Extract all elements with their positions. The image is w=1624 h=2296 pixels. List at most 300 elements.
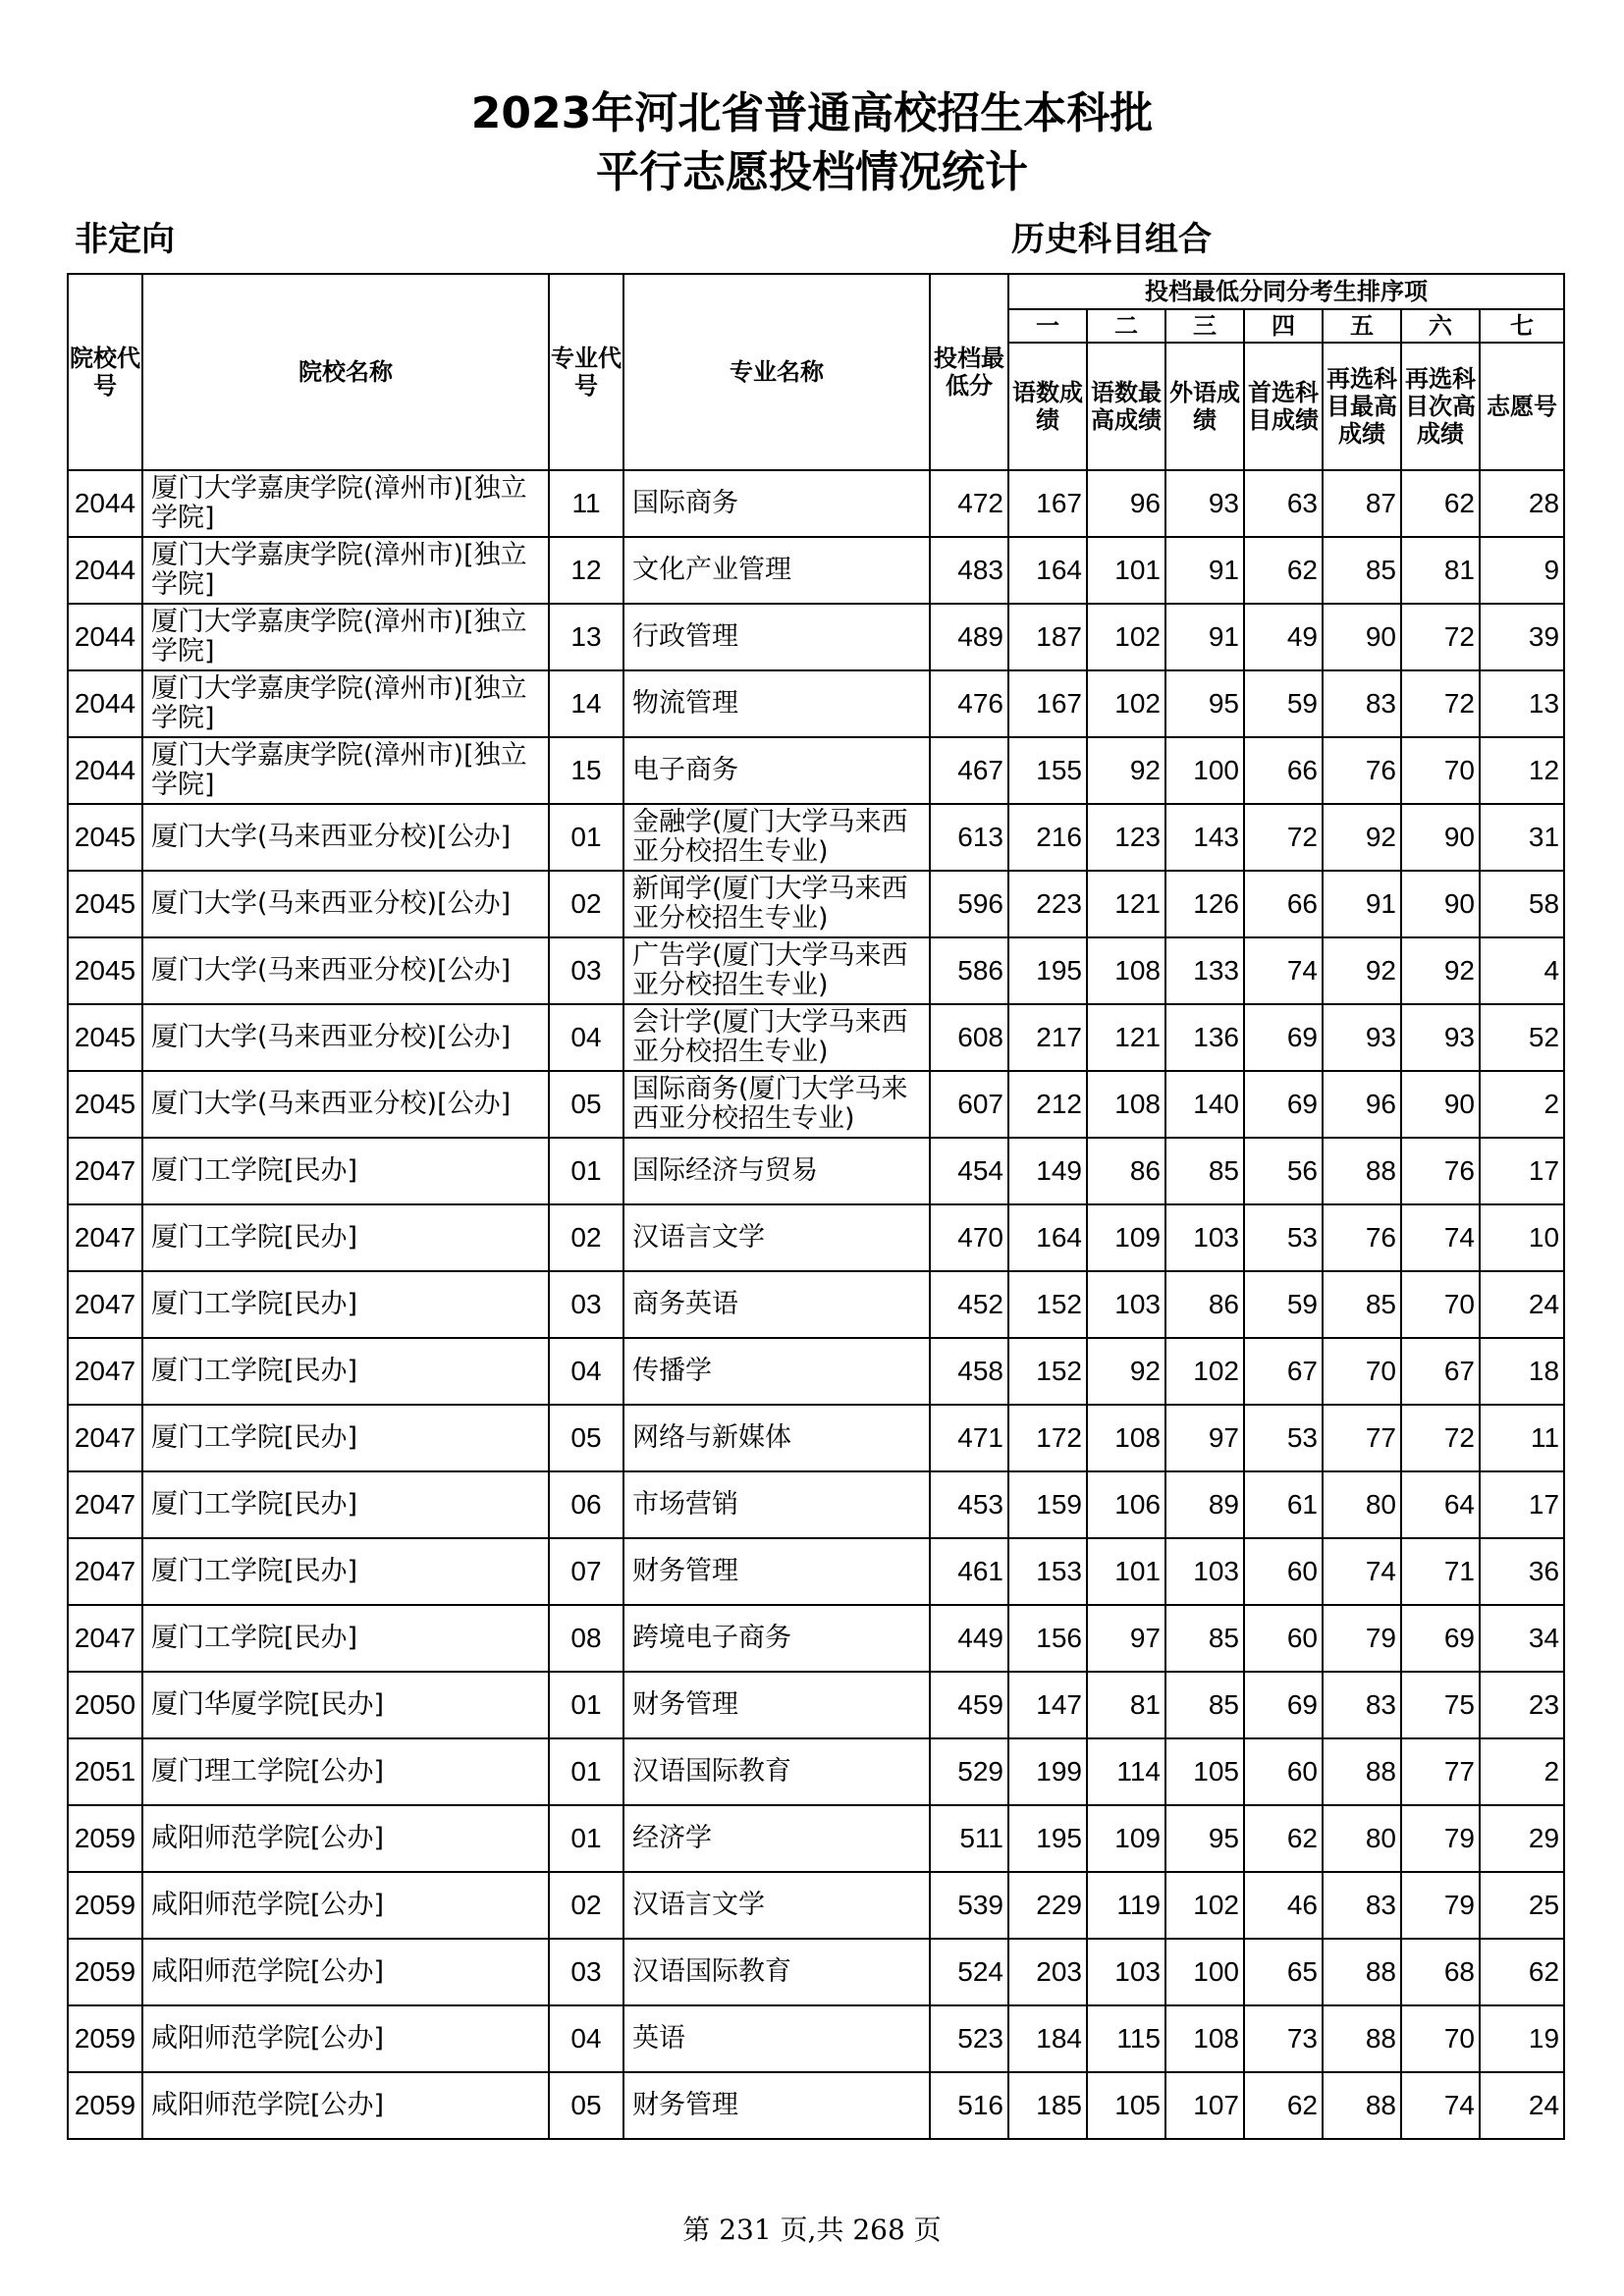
header-sub-2: 语数最高成绩 — [1087, 343, 1165, 470]
tiebreak-cell-2: 114 — [1087, 1738, 1165, 1805]
min-score-cell: 471 — [930, 1405, 1008, 1471]
tiebreak-cell-5: 80 — [1323, 1805, 1401, 1872]
major-code-cell: 14 — [549, 670, 623, 737]
tiebreak-cell-7: 36 — [1480, 1538, 1564, 1605]
min-score-cell: 470 — [930, 1204, 1008, 1271]
tiebreak-cell-5: 87 — [1323, 470, 1401, 537]
school-name-cell: 咸阳师范学院[公办] — [142, 1805, 549, 1872]
tiebreak-cell-4: 73 — [1244, 2005, 1323, 2072]
min-score-cell: 452 — [930, 1271, 1008, 1338]
tiebreak-cell-4: 66 — [1244, 737, 1323, 804]
header-sub-3: 外语成绩 — [1165, 343, 1244, 470]
major-code-cell: 08 — [549, 1605, 623, 1672]
tiebreak-cell-7: 29 — [1480, 1805, 1564, 1872]
major-name-cell: 跨境电子商务 — [623, 1605, 930, 1672]
tiebreak-cell-6: 72 — [1401, 1405, 1480, 1471]
major-name-cell: 广告学(厦门大学马来西亚分校招生专业) — [623, 937, 930, 1004]
tiebreak-cell-3: 126 — [1165, 871, 1244, 937]
school-name-cell: 咸阳师范学院[公办] — [142, 1872, 549, 1939]
major-name-cell: 英语 — [623, 2005, 930, 2072]
min-score-cell: 524 — [930, 1939, 1008, 2005]
major-code-cell: 11 — [549, 470, 623, 537]
tiebreak-cell-1: 149 — [1008, 1138, 1087, 1204]
min-score-cell: 454 — [930, 1138, 1008, 1204]
major-code-cell: 01 — [549, 804, 623, 871]
major-name-cell: 经济学 — [623, 1805, 930, 1872]
tiebreak-cell-3: 95 — [1165, 1805, 1244, 1872]
tiebreak-cell-7: 34 — [1480, 1605, 1564, 1672]
tiebreak-cell-4: 61 — [1244, 1471, 1323, 1538]
tiebreak-cell-2: 106 — [1087, 1471, 1165, 1538]
tiebreak-cell-2: 115 — [1087, 2005, 1165, 2072]
page-subtitle: 平行志愿投档情况统计 — [596, 147, 1028, 197]
tiebreak-cell-1: 195 — [1008, 1805, 1087, 1872]
header-sub-7: 志愿号 — [1480, 343, 1564, 470]
tiebreak-cell-3: 103 — [1165, 1538, 1244, 1605]
tiebreak-cell-5: 88 — [1323, 2072, 1401, 2139]
tiebreak-cell-6: 62 — [1401, 470, 1480, 537]
table-row — [68, 1138, 1564, 1204]
school-name-cell: 厦门大学嘉庚学院(漳州市)[独立学院] — [142, 737, 549, 804]
tiebreak-cell-3: 85 — [1165, 1672, 1244, 1738]
tiebreak-cell-6: 70 — [1401, 1271, 1480, 1338]
major-name-cell: 市场营销 — [623, 1471, 930, 1538]
min-score-cell: 483 — [930, 537, 1008, 604]
min-score-cell: 539 — [930, 1872, 1008, 1939]
tiebreak-cell-6: 76 — [1401, 1138, 1480, 1204]
tiebreak-cell-3: 143 — [1165, 804, 1244, 871]
table-row — [68, 1605, 1564, 1672]
school-name-cell: 厦门理工学院[公办] — [142, 1738, 549, 1805]
table-row — [68, 1939, 1564, 2005]
school-code-cell: 2047 — [68, 1605, 142, 1672]
header-seq-1: 一 — [1008, 309, 1087, 343]
tiebreak-cell-6: 70 — [1401, 2005, 1480, 2072]
school-code-cell: 2059 — [68, 1939, 142, 2005]
tiebreak-cell-6: 79 — [1401, 1872, 1480, 1939]
major-code-cell: 04 — [549, 1004, 623, 1071]
major-code-cell: 13 — [549, 604, 623, 670]
major-code-cell: 04 — [549, 2005, 623, 2072]
tiebreak-cell-1: 147 — [1008, 1672, 1087, 1738]
header-seq-5: 五 — [1323, 309, 1401, 343]
tiebreak-cell-3: 140 — [1165, 1071, 1244, 1138]
tiebreak-cell-5: 76 — [1323, 1204, 1401, 1271]
tiebreak-cell-3: 103 — [1165, 1204, 1244, 1271]
tiebreak-cell-3: 85 — [1165, 1138, 1244, 1204]
tiebreak-cell-6: 90 — [1401, 871, 1480, 937]
major-code-cell: 12 — [549, 537, 623, 604]
school-name-cell: 厦门工学院[民办] — [142, 1405, 549, 1471]
table-row — [68, 1538, 1564, 1605]
tiebreak-cell-7: 58 — [1480, 871, 1564, 937]
school-name-cell: 厦门大学嘉庚学院(漳州市)[独立学院] — [142, 470, 549, 537]
tiebreak-cell-6: 64 — [1401, 1471, 1480, 1538]
tiebreak-cell-2: 103 — [1087, 1271, 1165, 1338]
tiebreak-cell-2: 109 — [1087, 1805, 1165, 1872]
tiebreak-cell-3: 85 — [1165, 1605, 1244, 1672]
tiebreak-cell-4: 65 — [1244, 1939, 1323, 2005]
table-row — [68, 670, 1564, 737]
table-row — [68, 1071, 1564, 1138]
tiebreak-cell-6: 67 — [1401, 1338, 1480, 1405]
tiebreak-cell-2: 121 — [1087, 1004, 1165, 1071]
school-code-cell: 2047 — [68, 1538, 142, 1605]
tiebreak-cell-4: 62 — [1244, 2072, 1323, 2139]
major-name-cell: 国际商务 — [623, 470, 930, 537]
school-name-cell: 厦门工学院[民办] — [142, 1271, 549, 1338]
major-code-cell: 15 — [549, 737, 623, 804]
school-name-cell: 厦门工学院[民办] — [142, 1605, 549, 1672]
header-major-code: 专业代号 — [549, 274, 623, 470]
tiebreak-cell-7: 18 — [1480, 1338, 1564, 1405]
tiebreak-cell-6: 81 — [1401, 537, 1480, 604]
header-tiebreak-group: 投档最低分同分考生排序项 — [1008, 274, 1564, 309]
tiebreak-cell-1: 199 — [1008, 1738, 1087, 1805]
tiebreak-cell-3: 102 — [1165, 1872, 1244, 1939]
tiebreak-cell-4: 62 — [1244, 537, 1323, 604]
school-code-cell: 2059 — [68, 1872, 142, 1939]
major-code-cell: 03 — [549, 1939, 623, 2005]
school-code-cell: 2047 — [68, 1271, 142, 1338]
tiebreak-cell-3: 91 — [1165, 604, 1244, 670]
tiebreak-cell-2: 96 — [1087, 470, 1165, 537]
category-label: 非定向 — [75, 220, 175, 259]
major-code-cell: 07 — [549, 1538, 623, 1605]
tiebreak-cell-5: 92 — [1323, 937, 1401, 1004]
tiebreak-cell-1: 167 — [1008, 470, 1087, 537]
header-school-name: 院校名称 — [142, 274, 549, 470]
table-row — [68, 1405, 1564, 1471]
school-name-cell: 咸阳师范学院[公办] — [142, 2072, 549, 2139]
school-code-cell: 2044 — [68, 670, 142, 737]
tiebreak-cell-7: 39 — [1480, 604, 1564, 670]
tiebreak-cell-7: 17 — [1480, 1138, 1564, 1204]
min-score-cell: 523 — [930, 2005, 1008, 2072]
school-name-cell: 厦门工学院[民办] — [142, 1138, 549, 1204]
major-code-cell: 02 — [549, 1204, 623, 1271]
tiebreak-cell-2: 92 — [1087, 737, 1165, 804]
tiebreak-cell-3: 108 — [1165, 2005, 1244, 2072]
tiebreak-cell-2: 101 — [1087, 537, 1165, 604]
tiebreak-cell-5: 83 — [1323, 1872, 1401, 1939]
header-seq-2: 二 — [1087, 309, 1165, 343]
header-sub-4: 首选科目成绩 — [1244, 343, 1323, 470]
min-score-cell: 613 — [930, 804, 1008, 871]
tiebreak-cell-2: 86 — [1087, 1138, 1165, 1204]
tiebreak-cell-1: 195 — [1008, 937, 1087, 1004]
table-row — [68, 1672, 1564, 1738]
school-code-cell: 2045 — [68, 871, 142, 937]
tiebreak-cell-4: 63 — [1244, 470, 1323, 537]
school-code-cell: 2047 — [68, 1338, 142, 1405]
school-code-cell: 2059 — [68, 1805, 142, 1872]
header-min-score: 投档最低分 — [930, 274, 1008, 470]
tiebreak-cell-1: 223 — [1008, 871, 1087, 937]
tiebreak-cell-5: 83 — [1323, 670, 1401, 737]
subject-combination-label: 历史科目组合 — [1011, 220, 1212, 259]
major-code-cell: 05 — [549, 2072, 623, 2139]
tiebreak-cell-1: 185 — [1008, 2072, 1087, 2139]
tiebreak-cell-5: 88 — [1323, 2005, 1401, 2072]
tiebreak-cell-3: 102 — [1165, 1338, 1244, 1405]
tiebreak-cell-2: 109 — [1087, 1204, 1165, 1271]
tiebreak-cell-6: 74 — [1401, 2072, 1480, 2139]
school-code-cell: 2047 — [68, 1405, 142, 1471]
school-code-cell: 2044 — [68, 737, 142, 804]
major-code-cell: 01 — [549, 1672, 623, 1738]
header-major-name: 专业名称 — [623, 274, 930, 470]
major-name-cell: 网络与新媒体 — [623, 1405, 930, 1471]
tiebreak-cell-7: 25 — [1480, 1872, 1564, 1939]
tiebreak-cell-3: 136 — [1165, 1004, 1244, 1071]
major-name-cell: 电子商务 — [623, 737, 930, 804]
school-code-cell: 2047 — [68, 1138, 142, 1204]
header-seq-3: 三 — [1165, 309, 1244, 343]
tiebreak-cell-7: 62 — [1480, 1939, 1564, 2005]
school-code-cell: 2045 — [68, 1004, 142, 1071]
tiebreak-cell-7: 9 — [1480, 537, 1564, 604]
major-name-cell: 商务英语 — [623, 1271, 930, 1338]
table-row — [68, 804, 1564, 871]
major-code-cell: 05 — [549, 1071, 623, 1138]
table-row — [68, 1204, 1564, 1271]
tiebreak-cell-2: 101 — [1087, 1538, 1165, 1605]
school-code-cell: 2045 — [68, 1071, 142, 1138]
school-code-cell: 2051 — [68, 1738, 142, 1805]
school-name-cell: 厦门大学(马来西亚分校)[公办] — [142, 1071, 549, 1138]
tiebreak-cell-2: 108 — [1087, 1405, 1165, 1471]
tiebreak-cell-1: 217 — [1008, 1004, 1087, 1071]
tiebreak-cell-3: 133 — [1165, 937, 1244, 1004]
tiebreak-cell-7: 10 — [1480, 1204, 1564, 1271]
tiebreak-cell-7: 17 — [1480, 1471, 1564, 1538]
tiebreak-cell-6: 77 — [1401, 1738, 1480, 1805]
tiebreak-cell-7: 4 — [1480, 937, 1564, 1004]
school-code-cell: 2045 — [68, 804, 142, 871]
tiebreak-cell-4: 60 — [1244, 1605, 1323, 1672]
school-name-cell: 厦门工学院[民办] — [142, 1471, 549, 1538]
table-row — [68, 871, 1564, 937]
tiebreak-cell-4: 67 — [1244, 1338, 1323, 1405]
tiebreak-cell-7: 23 — [1480, 1672, 1564, 1738]
major-code-cell: 03 — [549, 1271, 623, 1338]
major-name-cell: 金融学(厦门大学马来西亚分校招生专业) — [623, 804, 930, 871]
header-sub-6: 再选科目次高成绩 — [1401, 343, 1480, 470]
tiebreak-cell-3: 100 — [1165, 1939, 1244, 2005]
tiebreak-cell-5: 77 — [1323, 1405, 1401, 1471]
min-score-cell: 459 — [930, 1672, 1008, 1738]
tiebreak-cell-5: 88 — [1323, 1939, 1401, 2005]
school-name-cell: 厦门大学嘉庚学院(漳州市)[独立学院] — [142, 670, 549, 737]
table-row — [68, 737, 1564, 804]
tiebreak-cell-7: 13 — [1480, 670, 1564, 737]
major-code-cell: 01 — [549, 1738, 623, 1805]
tiebreak-cell-3: 91 — [1165, 537, 1244, 604]
min-score-cell: 489 — [930, 604, 1008, 670]
school-code-cell: 2059 — [68, 2005, 142, 2072]
major-code-cell: 01 — [549, 1138, 623, 1204]
tiebreak-cell-5: 80 — [1323, 1471, 1401, 1538]
tiebreak-cell-2: 108 — [1087, 1071, 1165, 1138]
school-name-cell: 厦门大学嘉庚学院(漳州市)[独立学院] — [142, 537, 549, 604]
major-code-cell: 06 — [549, 1471, 623, 1538]
tiebreak-cell-1: 184 — [1008, 2005, 1087, 2072]
major-name-cell: 汉语国际教育 — [623, 1939, 930, 2005]
school-code-cell: 2047 — [68, 1471, 142, 1538]
tiebreak-cell-3: 97 — [1165, 1405, 1244, 1471]
tiebreak-cell-2: 97 — [1087, 1605, 1165, 1672]
school-name-cell: 厦门大学嘉庚学院(漳州市)[独立学院] — [142, 604, 549, 670]
table-row — [68, 470, 1564, 537]
school-name-cell: 厦门大学(马来西亚分校)[公办] — [142, 937, 549, 1004]
tiebreak-cell-3: 89 — [1165, 1471, 1244, 1538]
major-code-cell: 02 — [549, 871, 623, 937]
tiebreak-cell-7: 52 — [1480, 1004, 1564, 1071]
tiebreak-cell-2: 103 — [1087, 1939, 1165, 2005]
tiebreak-cell-3: 86 — [1165, 1271, 1244, 1338]
tiebreak-cell-1: 152 — [1008, 1338, 1087, 1405]
tiebreak-cell-5: 90 — [1323, 604, 1401, 670]
tiebreak-cell-6: 93 — [1401, 1004, 1480, 1071]
tiebreak-cell-5: 93 — [1323, 1004, 1401, 1071]
min-score-cell: 516 — [930, 2072, 1008, 2139]
school-name-cell: 厦门工学院[民办] — [142, 1204, 549, 1271]
major-name-cell: 传播学 — [623, 1338, 930, 1405]
major-name-cell: 会计学(厦门大学马来西亚分校招生专业) — [623, 1004, 930, 1071]
major-name-cell: 汉语言文学 — [623, 1204, 930, 1271]
tiebreak-cell-5: 70 — [1323, 1338, 1401, 1405]
major-name-cell: 财务管理 — [623, 1672, 930, 1738]
tiebreak-cell-7: 2 — [1480, 1738, 1564, 1805]
major-name-cell: 汉语国际教育 — [623, 1738, 930, 1805]
tiebreak-cell-5: 96 — [1323, 1071, 1401, 1138]
tiebreak-cell-7: 31 — [1480, 804, 1564, 871]
tiebreak-cell-1: 172 — [1008, 1405, 1087, 1471]
tiebreak-cell-2: 119 — [1087, 1872, 1165, 1939]
tiebreak-cell-2: 121 — [1087, 871, 1165, 937]
school-code-cell: 2045 — [68, 937, 142, 1004]
school-name-cell: 咸阳师范学院[公办] — [142, 2005, 549, 2072]
tiebreak-cell-4: 62 — [1244, 1805, 1323, 1872]
tiebreak-cell-6: 71 — [1401, 1538, 1480, 1605]
tiebreak-cell-2: 123 — [1087, 804, 1165, 871]
major-code-cell: 03 — [549, 937, 623, 1004]
tiebreak-cell-4: 49 — [1244, 604, 1323, 670]
tiebreak-cell-3: 93 — [1165, 470, 1244, 537]
school-name-cell: 厦门大学(马来西亚分校)[公办] — [142, 871, 549, 937]
tiebreak-cell-4: 69 — [1244, 1004, 1323, 1071]
major-code-cell: 02 — [549, 1872, 623, 1939]
major-code-cell: 05 — [549, 1405, 623, 1471]
tiebreak-cell-7: 2 — [1480, 1071, 1564, 1138]
header-seq-6: 六 — [1401, 309, 1480, 343]
min-score-cell: 476 — [930, 670, 1008, 737]
tiebreak-cell-7: 12 — [1480, 737, 1564, 804]
tiebreak-cell-6: 92 — [1401, 937, 1480, 1004]
tiebreak-cell-4: 60 — [1244, 1738, 1323, 1805]
min-score-cell: 467 — [930, 737, 1008, 804]
header-seq-7: 七 — [1480, 309, 1564, 343]
tiebreak-cell-6: 72 — [1401, 670, 1480, 737]
tiebreak-cell-6: 74 — [1401, 1204, 1480, 1271]
min-score-cell: 607 — [930, 1071, 1008, 1138]
table-row — [68, 2005, 1564, 2072]
tiebreak-cell-4: 66 — [1244, 871, 1323, 937]
major-name-cell: 财务管理 — [623, 1538, 930, 1605]
tiebreak-cell-1: 164 — [1008, 1204, 1087, 1271]
tiebreak-cell-1: 229 — [1008, 1872, 1087, 1939]
school-name-cell: 厦门工学院[民办] — [142, 1338, 549, 1405]
tiebreak-cell-1: 155 — [1008, 737, 1087, 804]
tiebreak-cell-1: 153 — [1008, 1538, 1087, 1605]
admission-table — [67, 273, 1565, 2140]
school-name-cell: 咸阳师范学院[公办] — [142, 1939, 549, 2005]
tiebreak-cell-4: 53 — [1244, 1204, 1323, 1271]
tiebreak-cell-6: 79 — [1401, 1805, 1480, 1872]
tiebreak-cell-2: 102 — [1087, 670, 1165, 737]
major-name-cell: 国际经济与贸易 — [623, 1138, 930, 1204]
school-code-cell: 2044 — [68, 604, 142, 670]
table-row — [68, 604, 1564, 670]
tiebreak-cell-5: 92 — [1323, 804, 1401, 871]
school-name-cell: 厦门华厦学院[民办] — [142, 1672, 549, 1738]
tiebreak-cell-3: 105 — [1165, 1738, 1244, 1805]
tiebreak-cell-4: 74 — [1244, 937, 1323, 1004]
tiebreak-cell-5: 83 — [1323, 1672, 1401, 1738]
table-row — [68, 1471, 1564, 1538]
tiebreak-cell-6: 72 — [1401, 604, 1480, 670]
page-title: 2023年河北省普通高校招生本科批 — [470, 88, 1154, 138]
tiebreak-cell-5: 91 — [1323, 871, 1401, 937]
table-row — [68, 1805, 1564, 1872]
tiebreak-cell-4: 46 — [1244, 1872, 1323, 1939]
tiebreak-cell-6: 90 — [1401, 1071, 1480, 1138]
tiebreak-cell-3: 100 — [1165, 737, 1244, 804]
tiebreak-cell-6: 70 — [1401, 737, 1480, 804]
tiebreak-cell-2: 105 — [1087, 2072, 1165, 2139]
school-name-cell: 厦门大学(马来西亚分校)[公办] — [142, 1004, 549, 1071]
min-score-cell: 472 — [930, 470, 1008, 537]
table-row — [68, 1004, 1564, 1071]
header-sub-5: 再选科目最高成绩 — [1323, 343, 1401, 470]
school-code-cell: 2047 — [68, 1204, 142, 1271]
table-row — [68, 537, 1564, 604]
major-name-cell: 汉语言文学 — [623, 1872, 930, 1939]
page-footer: 第 231 页,共 268 页 — [682, 2214, 942, 2246]
tiebreak-cell-5: 85 — [1323, 1271, 1401, 1338]
tiebreak-cell-4: 59 — [1244, 1271, 1323, 1338]
tiebreak-cell-4: 72 — [1244, 804, 1323, 871]
major-name-cell: 行政管理 — [623, 604, 930, 670]
tiebreak-cell-1: 212 — [1008, 1071, 1087, 1138]
tiebreak-cell-7: 24 — [1480, 1271, 1564, 1338]
tiebreak-cell-5: 88 — [1323, 1138, 1401, 1204]
table-row — [68, 937, 1564, 1004]
min-score-cell: 449 — [930, 1605, 1008, 1672]
header-seq-4: 四 — [1244, 309, 1323, 343]
tiebreak-cell-2: 108 — [1087, 937, 1165, 1004]
tiebreak-cell-4: 60 — [1244, 1538, 1323, 1605]
tiebreak-cell-1: 164 — [1008, 537, 1087, 604]
min-score-cell: 586 — [930, 937, 1008, 1004]
tiebreak-cell-2: 81 — [1087, 1672, 1165, 1738]
tiebreak-cell-4: 69 — [1244, 1672, 1323, 1738]
tiebreak-cell-5: 76 — [1323, 737, 1401, 804]
tiebreak-cell-5: 79 — [1323, 1605, 1401, 1672]
min-score-cell: 596 — [930, 871, 1008, 937]
tiebreak-cell-7: 28 — [1480, 470, 1564, 537]
